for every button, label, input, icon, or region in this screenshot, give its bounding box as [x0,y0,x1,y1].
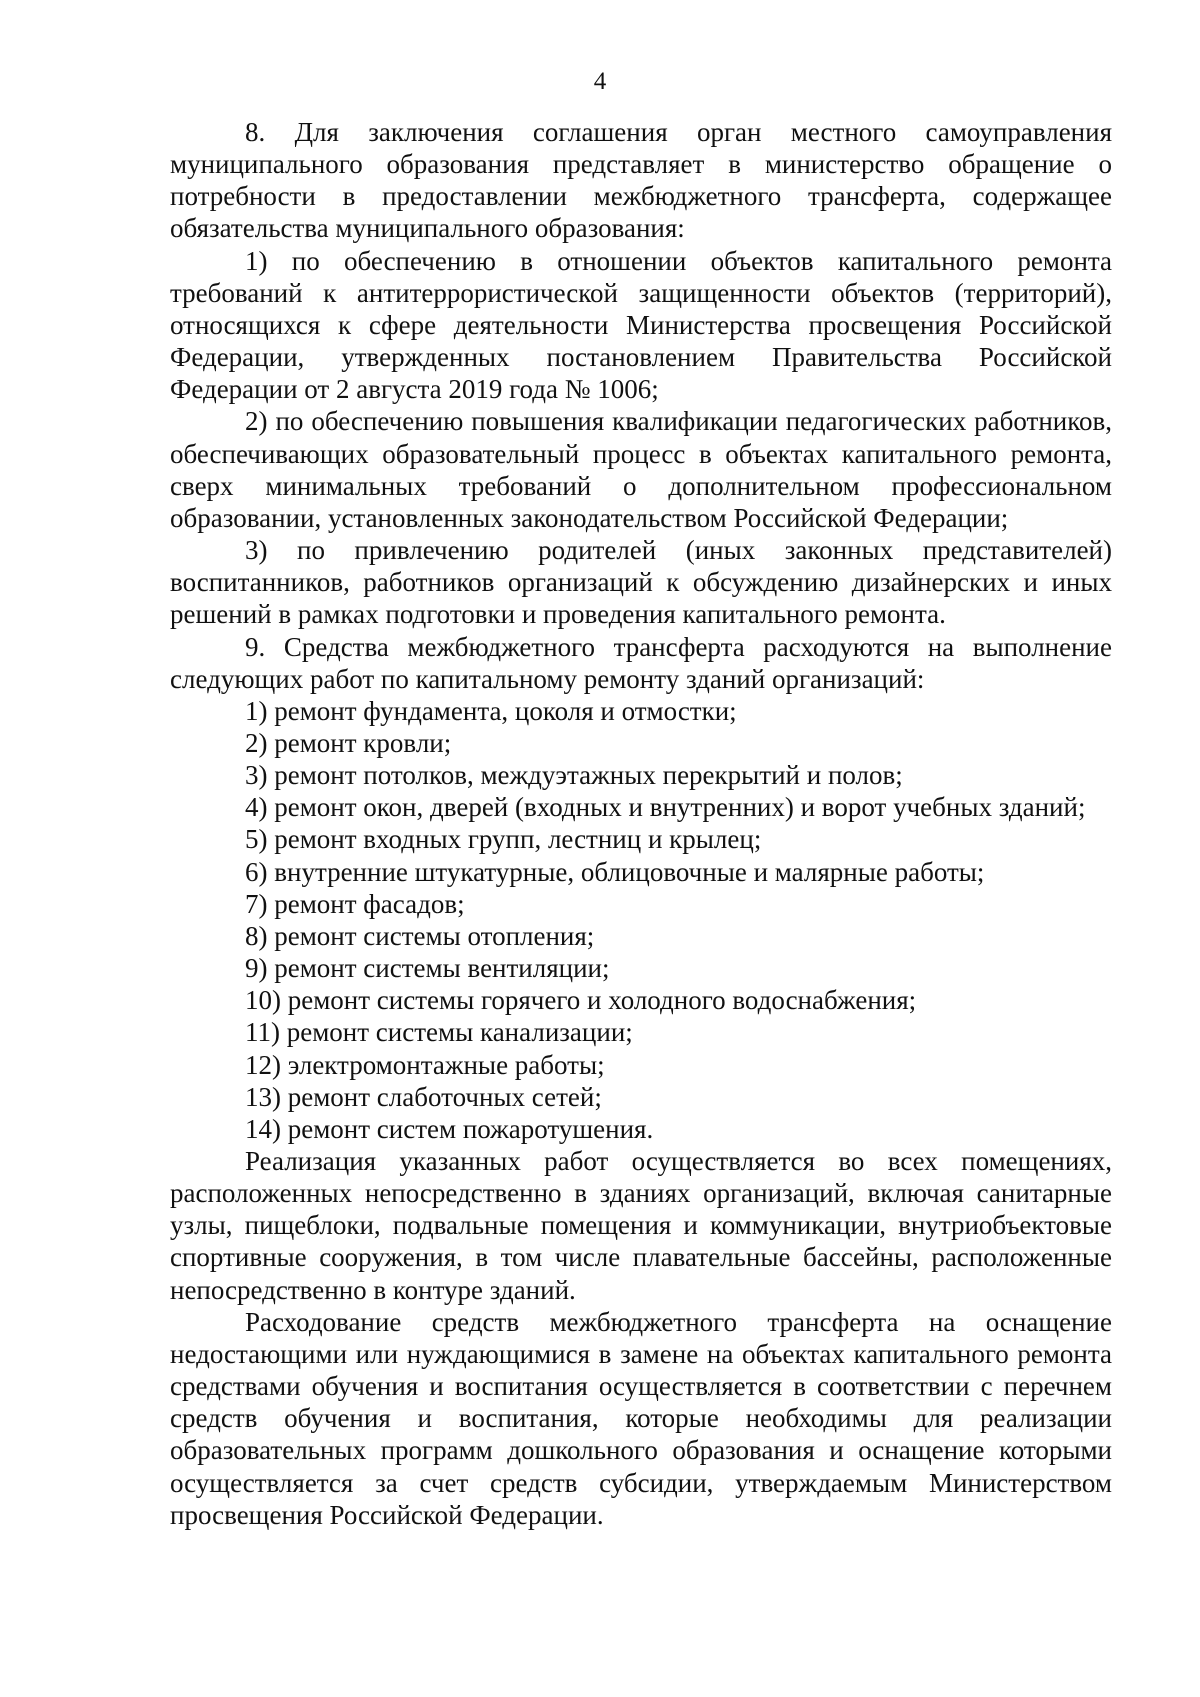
work-item-9: 9) ремонт системы вентиляции; [245,953,610,984]
section-8-item-2: 2) по обеспечению повышения квалификации педагогических работников, обеспечивающих образовательный процесс в объектах капитального ремонта, сверх минимальных требований о дополнительном профессиональном образовании, установленных законодательством Российской Федерации; [170,406,1112,533]
work-item-14: 14) ремонт систем пожаротушения. [245,1113,654,1144]
work-item-2: 2) ремонт кровли; [245,727,452,758]
page-number: 4 [593,68,607,95]
work-item-4: 4) ремонт окон, дверей (входных и внутренних) и ворот учебных зданий; [245,792,1086,823]
implementation-paragraph: Реализация указанных работ осуществляется во всех помещениях, расположенных непосредственно в зданиях организаций, включая санитарные узлы, пищеблоки, подвальные помещения и коммуникации, внутриобъектовые спортивные сооружения, в том числе плавательные бассейны, расположенные непосредственно в контуре зданий. [170,1146,1112,1305]
work-item-6: 6) внутренние штукатурные, облицовочные и малярные работы; [245,856,985,887]
equipment-paragraph: Расходование средств межбюджетного трансферта на оснащение недостающими или нуждающимися в замене на объектах капитального ремонта средствами обучения и воспитания осуществляется в соответствии с перечнем средств обучения и воспитания, которые необходимы для реализации образовательных программ дошкольного образования и оснащение которыми осуществляется за счет средств субсидии, утверждаемым Министерством просвещения Российской Федерации. [170,1306,1112,1530]
work-item-7: 7) ремонт фасадов; [245,888,465,919]
section-8-intro: 8. Для заключения соглашения орган местного самоуправления муниципального образования представляет в министерство обращение о потребности в предоставлении межбюджетного трансферта, содержащее обязательства муниципального образования: [170,117,1112,244]
work-item-5: 5) ремонт входных групп, лестниц и крылец; [245,824,762,855]
document-body [170,116,1112,1531]
section-8-item-3: 3) по привлечению родителей (иных законных представителей) воспитанников, работников организаций к обсуждению дизайнерских и иных решений в рамках подготовки и проведения капитального ремонта. [170,535,1112,630]
section-8-item-1: 1) по обеспечению в отношении объектов капитального ремонта требований к антитеррористической защищенности объектов (территорий), относящихся к сфере деятельности Министерства просвещения Российской Федерации, утвержденных постановлением Правительства Российской Федерации от 2 августа 2019 года № 1006; [170,245,1112,405]
section-9-intro: 9. Средства межбюджетного трансферта расходуются на выполнение следующих работ по капитальному ремонту зданий организаций: [170,631,1112,694]
work-item-1: 1) ремонт фундамента, цоколя и отмостки; [245,695,737,726]
work-item-10: 10) ремонт системы горячего и холодного водоснабжения; [245,985,917,1016]
work-item-12: 12) электромонтажные работы; [245,1049,605,1080]
work-item-13: 13) ремонт слаботочных сетей; [245,1081,602,1112]
work-item-3: 3) ремонт потолков, междуэтажных перекрытий и полов; [245,760,903,791]
work-item-8: 8) ремонт системы отопления; [245,920,595,951]
work-item-11: 11) ремонт системы канализации; [245,1017,633,1048]
